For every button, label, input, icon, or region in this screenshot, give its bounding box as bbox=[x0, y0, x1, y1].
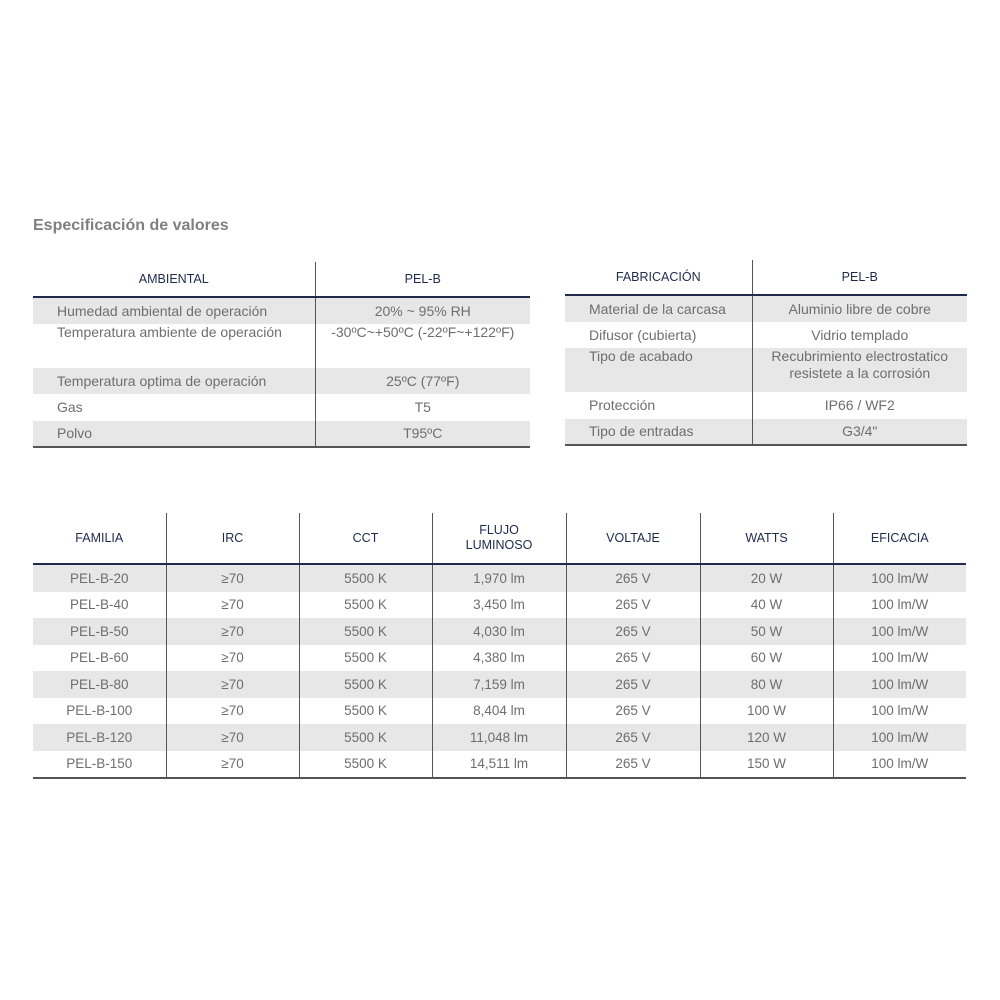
table-row bbox=[33, 592, 966, 619]
row-label: Difusor (cubierta) bbox=[565, 322, 752, 348]
cell-irc: ≥70 bbox=[166, 618, 299, 645]
cell-watts: 20 W bbox=[700, 564, 833, 592]
row-value: 20% ~ 95% RH bbox=[315, 297, 530, 324]
cell-eficacia: 100 lm/W bbox=[833, 671, 966, 698]
table-row bbox=[33, 698, 966, 725]
row-value: T95ºC bbox=[315, 421, 530, 447]
cell-watts: 40 W bbox=[700, 592, 833, 619]
cell-cct: 5500 K bbox=[299, 724, 432, 751]
table-header-row bbox=[33, 513, 966, 564]
familia-table bbox=[33, 513, 966, 779]
row-label: Humedad ambiental de operación bbox=[33, 297, 315, 324]
column-header-irc: IRC bbox=[166, 513, 299, 564]
column-header-watts: WATTS bbox=[700, 513, 833, 564]
table-row bbox=[33, 645, 966, 672]
table-row bbox=[33, 751, 966, 779]
cell-cct: 5500 K bbox=[299, 645, 432, 672]
cell-cct: 5500 K bbox=[299, 698, 432, 725]
row-value: Recubrimiento electrostatico resistete a la corrosión bbox=[752, 348, 967, 392]
cell-cct: 5500 K bbox=[299, 671, 432, 698]
cell-voltaje: 265 V bbox=[566, 724, 700, 751]
cell-familia: PEL-B-20 bbox=[33, 564, 166, 592]
table-row bbox=[565, 419, 967, 445]
cell-familia: PEL-B-40 bbox=[33, 592, 166, 619]
cell-flujo: 1,970 lm bbox=[432, 564, 566, 592]
cell-flujo: 3,450 lm bbox=[432, 592, 566, 619]
cell-familia: PEL-B-100 bbox=[33, 698, 166, 725]
cell-eficacia: 100 lm/W bbox=[833, 618, 966, 645]
row-label: Tipo de entradas bbox=[565, 419, 752, 445]
ambiental-table bbox=[33, 262, 530, 448]
cell-irc: ≥70 bbox=[166, 698, 299, 725]
table-header-row bbox=[565, 260, 967, 295]
column-header: PEL-B bbox=[752, 260, 967, 295]
column-header-cct: CCT bbox=[299, 513, 432, 564]
column-header: AMBIENTAL bbox=[33, 262, 315, 297]
table-row bbox=[33, 724, 966, 751]
cell-cct: 5500 K bbox=[299, 592, 432, 619]
row-label: Protección bbox=[565, 392, 752, 419]
cell-eficacia: 100 lm/W bbox=[833, 751, 966, 779]
cell-voltaje: 265 V bbox=[566, 645, 700, 672]
cell-flujo: 8,404 lm bbox=[432, 698, 566, 725]
cell-familia: PEL-B-150 bbox=[33, 751, 166, 779]
row-value: Vidrio templado bbox=[811, 326, 909, 343]
cell-eficacia: 100 lm/W bbox=[871, 597, 929, 613]
cell-voltaje: 265 V bbox=[566, 751, 700, 779]
table-row bbox=[33, 324, 530, 368]
cell-watts: 120 W bbox=[700, 724, 833, 751]
row-label: Temperatura optima de operación bbox=[33, 368, 315, 394]
row-label: Tipo de acabado bbox=[565, 348, 752, 392]
cell-voltaje: 265 V bbox=[566, 698, 700, 725]
row-label: Material de la carcasa bbox=[565, 295, 752, 322]
cell-watts: 60 W bbox=[700, 645, 833, 672]
table-row bbox=[33, 297, 530, 324]
column-header-eficacia: EFICACIA bbox=[833, 513, 966, 564]
cell-familia: PEL-B-50 bbox=[33, 618, 166, 645]
table-row bbox=[565, 295, 967, 322]
table-row bbox=[565, 392, 967, 419]
row-value: T5 bbox=[414, 399, 431, 415]
cell-voltaje: 265 V bbox=[566, 592, 700, 619]
cell-flujo: 4,030 lm bbox=[432, 618, 566, 645]
cell-cct: 5500 K bbox=[299, 618, 432, 645]
table-row bbox=[565, 322, 967, 348]
row-value: G3/4" bbox=[752, 419, 967, 445]
section-title: Especificación de valores bbox=[33, 217, 229, 234]
cell-watts: 100 W bbox=[700, 698, 833, 725]
cell-eficacia: 100 lm/W bbox=[871, 650, 929, 666]
cell-voltaje: 265 V bbox=[566, 671, 700, 698]
cell-eficacia: 100 lm/W bbox=[833, 724, 966, 751]
row-value: Aluminio libre de cobre bbox=[752, 295, 967, 322]
table-header-row bbox=[33, 262, 530, 297]
cell-voltaje: 265 V bbox=[566, 564, 700, 592]
row-value: 25ºC (77ºF) bbox=[315, 368, 530, 394]
row-label: Temperatura ambiente de operación bbox=[33, 324, 315, 368]
table-row bbox=[33, 421, 530, 447]
table-row bbox=[33, 394, 530, 421]
column-header: PEL-B bbox=[315, 262, 530, 297]
column-header-flujo: FLUJO LUMINOSO bbox=[432, 513, 566, 564]
row-label: Polvo bbox=[33, 421, 315, 447]
cell-familia: PEL-B-120 bbox=[33, 724, 166, 751]
fabricacion-table bbox=[565, 260, 967, 446]
table-row bbox=[33, 618, 966, 645]
cell-flujo: 14,511 lm bbox=[432, 751, 566, 779]
cell-irc: ≥70 bbox=[166, 592, 299, 619]
cell-familia: PEL-B-60 bbox=[33, 645, 166, 672]
cell-flujo: 4,380 lm bbox=[432, 645, 566, 672]
cell-voltaje: 265 V bbox=[566, 618, 700, 645]
cell-irc: ≥70 bbox=[166, 671, 299, 698]
cell-flujo: 11,048 lm bbox=[432, 724, 566, 751]
cell-watts: 50 W bbox=[700, 618, 833, 645]
cell-watts: 150 W bbox=[700, 751, 833, 779]
table-row bbox=[33, 671, 966, 698]
table-row bbox=[33, 564, 966, 592]
cell-irc: ≥70 bbox=[166, 724, 299, 751]
table-row bbox=[33, 368, 530, 394]
cell-eficacia: 100 lm/W bbox=[871, 703, 929, 719]
cell-irc: ≥70 bbox=[166, 564, 299, 592]
row-label: Gas bbox=[33, 394, 315, 421]
cell-irc: ≥70 bbox=[166, 645, 299, 672]
column-header-familia: FAMILIA bbox=[33, 513, 166, 564]
column-header: FABRICACIÓN bbox=[565, 260, 752, 295]
cell-watts: 80 W bbox=[700, 671, 833, 698]
cell-flujo: 7,159 lm bbox=[432, 671, 566, 698]
cell-irc: ≥70 bbox=[166, 751, 299, 779]
table-row bbox=[565, 348, 967, 392]
cell-eficacia: 100 lm/W bbox=[833, 564, 966, 592]
column-header-voltaje: VOLTAJE bbox=[566, 513, 700, 564]
row-value: IP66 / WF2 bbox=[824, 397, 895, 413]
cell-familia: PEL-B-80 bbox=[33, 671, 166, 698]
cell-cct: 5500 K bbox=[299, 564, 432, 592]
cell-cct: 5500 K bbox=[299, 751, 432, 779]
row-value: -30ºC~+50ºC (-22ºF~+122ºF) bbox=[331, 324, 515, 340]
